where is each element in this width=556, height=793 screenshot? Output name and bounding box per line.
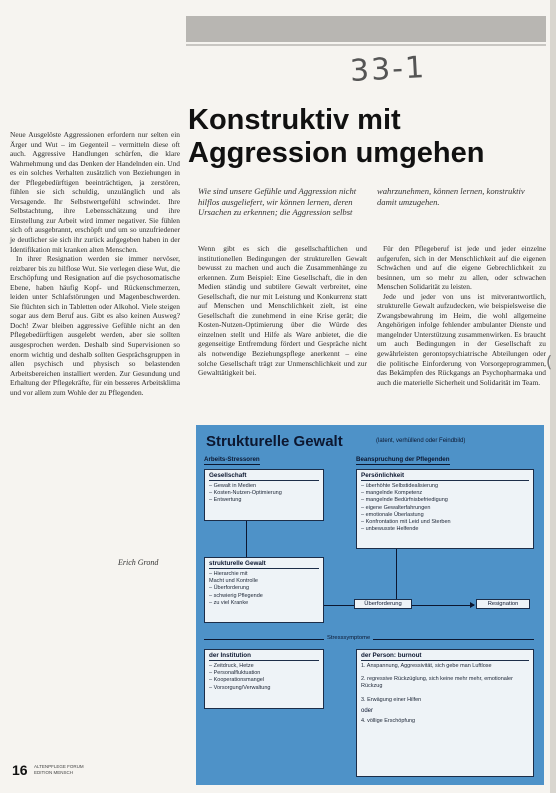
diagram-subtitle: (latent, verhüllend oder Feindbild): [376, 438, 466, 444]
box-gesellschaft-item: – Kosten-Nutzen-Optimierung: [209, 490, 282, 497]
box-gesellschaft-item: – Entwertung: [209, 497, 242, 504]
box-strukturelle-gewalt: [204, 557, 324, 623]
box-burnout-item: 3. Erwägung einer Hilfen: [361, 696, 422, 703]
header-rule: [186, 44, 546, 46]
box-persoenlichkeit-item: – eigene Gewalterfahrungen: [361, 504, 431, 511]
right-body-text: [198, 244, 546, 387]
edge-bracket-icon: (: [546, 352, 553, 371]
box-burnout-item: 1. Anspannung, Aggressivität, sich gebe man Luftlose: [361, 663, 492, 669]
label-oder: oder: [361, 707, 374, 714]
box-gesellschaft-title: Gesellschaft: [209, 472, 319, 481]
label-stresssymptome: Stresssymptome: [324, 635, 373, 641]
box-gesellschaft-item: – Gewalt in Medien: [209, 483, 257, 489]
arrow-right-icon: [470, 602, 475, 608]
headline-line-1: Konstruktiv mit: [188, 104, 401, 136]
box-institution: [204, 649, 324, 709]
connector-line: [324, 605, 354, 606]
box-persoenlichkeit-item: – überhöhte Selbstidealisierung: [361, 483, 439, 489]
left-paragraph-1: Neue Ausgelöste Aggressionen erfordern nur selten ein Ärger und Wut – im Gegenteil – vermitteln diese oft auch. Aggressive Handlungen schürfen, die klare Wahrnehmung und das Denken der Handelnden ein. Und es ein solches Verhalten zusätzlich von Beziehungen in der Pflegebedürftigen beeinträchtigen, ja zerstören, fühlen sie sich schuldig, unzulänglich und als Versagende. Ihr Selbstwertgefühl schwindet. Ihre Selbstachtung, ihre Lebensschätzung und ihre Einstellung zur Arbeit wird immer negativer. Sie fühlen sich oft ausgebrannt, erschöpft und um so unzufriedener je deutlicher sie sich ihr zurück aufgegeben haben in der Identifikation mit kranken alten Menschen.: [10, 130, 180, 254]
box-persoenlichkeit: [356, 469, 534, 549]
box-persoenlichkeit-item: – mangelnde Kompetenz: [361, 490, 423, 497]
box-burnout-item: 2. regressive Rückzüglung, sich keine mehr mehr, emotionaler Rückzug: [361, 676, 513, 690]
article-intro: Wie sind unsere Gefühle und Aggression nicht hilflos ausgeliefert, wir können lernen, deren Ursachen zu erkennen; die Aggression selbst wahrzunehmen, können lernen, konstruktiv damit umzugehen.: [198, 186, 525, 218]
page-number: 16: [12, 762, 28, 778]
box-institution-title: der Institution: [209, 652, 319, 661]
box-institution-item: – Kooperationsmangel: [209, 677, 265, 684]
footer-meta-line-2: EDITION MENSCH: [34, 770, 74, 775]
handwritten-note: 33-1: [349, 50, 427, 89]
box-institution-item: – Zeitdruck, Hetze: [209, 663, 254, 669]
box-strukturelle-item: – schwierig Pflegende: [209, 592, 263, 599]
left-paragraph-2: In ihrer Resignation werden sie immer nervöser, reizbarer bis zu hilflose Wut. Sie verlegen diese Wut, die Erschöpfung und Resignation auf die psychosomatische Ebene, haben häufig Kopf- und Rückenschmerzen, leiden unter Schlafstörungen und Magenbeschwerden. Sie flüchten sich in Tabletten oder Alkohol. Viele steigen sogar aus dem Beruf aus. Gibt es also keinen Ausweg? Doch! Zwar bleiben aggressive Gefühle nicht an den Pflegebedürftigen ausgelebt werden, aber sie sollten ausgesprochen werden. Deshalb sind Supervisionen so enorm wichtig und deshalb sollten Gesprächsgruppen in allen psychisch und physisch so belastenden Arbeitsbereichen installiert werden. Zur Gesundung und Erhaltung der Pflegekräfte, für ein besseres Arbeitsklima und vor allem zum Wohle der zu Pflegenden.: [10, 254, 180, 397]
box-burnout-title: der Person: burnout: [361, 652, 529, 661]
diagram-left-heading: Arbeits-Stressoren: [204, 456, 260, 463]
right-paragraph-3: Jede und jeder von uns ist mitverantwortlich, strukturelle Gewalt aufzudecken, wie beispielsweise die Zwangsbewahrung im Heim, die wohl allgemeine Angehörigen infolge fehlender ambulanter Dienste und mangelnder Unterstützung zusammenwirken. Es braucht um auch Bedingungen in der Gesellschaft zu gewährleisten gerontopsychiatrische Abteilungen oder die politische Einforderung von Vorsorgeprogrammen, das Bekämpfen des Rückgangs an Psychopharmaka und auch die materielle Sicherheit und Solidarität im Team.: [377, 291, 546, 387]
box-institution-item: – Personalfluktuation: [209, 670, 261, 677]
box-gesellschaft: [204, 469, 324, 521]
box-strukturelle-item: – zu viel Kranke: [209, 599, 249, 606]
connector-line: [412, 605, 474, 606]
footer-meta-line-1: ALTENPFLEGE FORUM: [34, 764, 84, 769]
box-persoenlichkeit-title: Persönlichkeit: [361, 472, 529, 481]
connector-line: [246, 521, 247, 557]
box-persoenlichkeit-item: – Konfrontation mit Leid und Sterben: [361, 519, 451, 526]
header-band: [186, 16, 546, 42]
pill-ueberforderung: Überforderung: [354, 599, 412, 609]
box-burnout: [356, 649, 534, 777]
left-column: [10, 130, 180, 397]
box-burnout-item: 4. völlige Erschöpfung: [361, 717, 416, 724]
box-persoenlichkeit-item: – mangelnde Bedürfnisbefriedigung: [361, 497, 448, 504]
diagram-title: Strukturelle Gewalt: [206, 433, 343, 450]
connector-line: [396, 549, 397, 599]
footer-meta: [34, 764, 84, 776]
article-headline: [188, 104, 528, 170]
headline-line-2: Aggression umgehen: [188, 137, 485, 169]
diagram-right-heading: Beanspruchung der Pflegenden: [356, 456, 450, 463]
box-strukturelle-item: – Hierarchie mit: [209, 571, 248, 577]
pill-resignation: Resignation: [476, 599, 530, 609]
right-paragraph-1: Wenn gibt es sich die gesellschaftlichen und institutionellen Bedingungen der strukturellen Gewalt bewusst zu machen und auch die Zusammenhänge zu erkennen. Zum Beispiel: Eine Gesellschaft, die in den Medien ständig und subtilere Gewalt verbreitet, eine Gesellschaft, die nur mit Leistung und Konkurrenz statt auf Menschen und Menschlichkeit zielt, ist eine Gesellschaft die zunehmend in eine Krise gerät; die Kosten-Nutzen-Optimierung über die Würde des einzelnen stellt und Hilfe als Ware anbietet, die die gegenseitige Entfremdung fördert und Gespräche nicht als notwendige Beziehungspflege anerkennt – eine solche Gesellschaft trägt zur Unmenschlichkeit und zur Gewalttätigkeit bei.: [198, 244, 367, 378]
article-author: Erich Grond: [118, 558, 159, 567]
structural-violence-diagram: [196, 425, 544, 785]
box-institution-item: – Vorsorgung/Verwaltung: [209, 684, 271, 691]
box-persoenlichkeit-item: – unbewusste Helfende: [361, 526, 419, 533]
right-paragraph-2: Für den Pflegeberuf ist jede und jeder einzelne aufgerufen, sich in der Menschlichkeit auf die eigenen Schwächen und auf die eigene Gebrechlichkeit zu besinnen, um so mehr zu allen, oder schwachen Menschen Solidarität zu leisten.: [377, 244, 546, 292]
box-persoenlichkeit-item: – emotionale Überlastung: [361, 511, 424, 518]
box-strukturelle-item: – Überforderung: [209, 585, 250, 592]
box-strukturelle-item: Macht und Kontrolle: [209, 578, 258, 585]
box-strukturelle-title: strukturelle Gewalt: [209, 560, 319, 569]
